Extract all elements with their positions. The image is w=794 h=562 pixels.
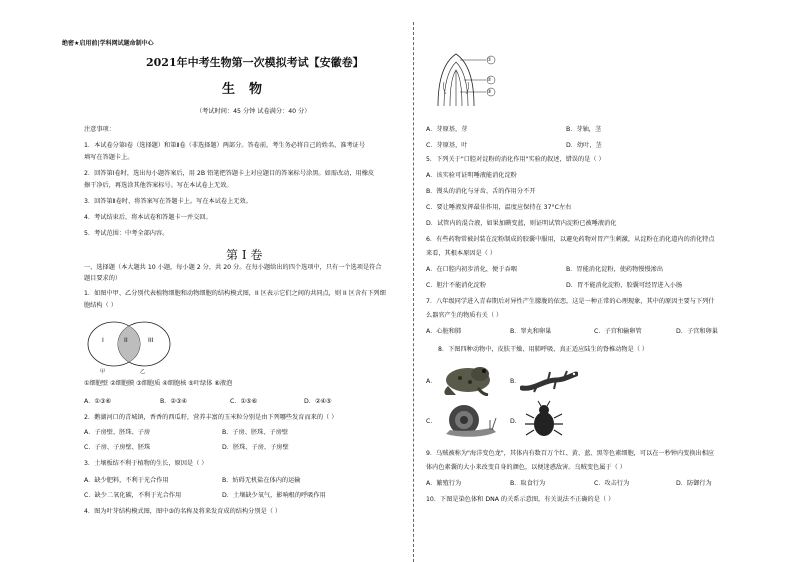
q7-option-b[interactable]: B．睾丸和卵巢	[510, 328, 552, 335]
q1-stem-b: 胞结构（ ）	[84, 302, 117, 309]
q9-stem-c: 体内色素囊的大小来改变自身的颜色，以便迷惑敌害。乌贼变色属于（ ）	[426, 464, 626, 471]
note-2a: 2．回答第Ⅰ卷时，选出每小题答案后，用 2B 铅笔把答题卡上对应题目的答案标号涂黑。如需改动，用橡皮	[84, 170, 375, 177]
bud-label-2: ②	[487, 77, 492, 83]
q4-stem: 4．图为叶芽结构模式图，图中③的名称及将来发育成的结构分别是（ ）	[84, 508, 282, 515]
q2-option-d[interactable]: D．胚珠、子房、子房壁	[222, 444, 289, 451]
note-5: 5．考试范围：中考全部内容。	[84, 230, 169, 237]
q5-option-d[interactable]: D．试管内的混合液，如果加碘变蓝，则证明试管内淀粉已被唾液消化	[426, 220, 617, 227]
column-divider	[413, 22, 414, 562]
venn-label-b: 乙	[140, 369, 146, 375]
exam-info: （考试时间：45 分钟 试卷满分：40 分）	[196, 108, 311, 115]
venn-label-left: I	[102, 337, 104, 344]
frog-image[interactable]	[440, 362, 496, 396]
section1-title: 第 I 卷	[226, 248, 263, 262]
q3-option-a[interactable]: A．缺少肥料，不利于光合作用	[84, 477, 169, 484]
q4-option-a[interactable]: A．芽原基，芽	[426, 126, 468, 133]
q6-stem-a: 6．有些药物常被封装在淀粉制成的胶囊中服用，以避免药物对胃产生刺激，从淀粉在消化道内的消化特点	[426, 236, 715, 243]
q3-option-c[interactable]: C．缺少二氧化碳，不利于光合作用	[84, 492, 182, 499]
q5-option-a[interactable]: A．该实验可证明唾液能消化淀粉	[426, 172, 517, 179]
q7-stem-a: 7．八年级同学进入青春期后对异性产生朦胧的依恋，这是一种正常的心理现象，其中的原因主要与下列什	[426, 298, 715, 305]
venn-label-right: III	[148, 337, 154, 344]
exam-title: 2021年中考生物第一次模拟考试【安徽卷】	[146, 56, 364, 69]
q6-option-a[interactable]: A．在口腔内初步消化，便于吞咽	[426, 266, 517, 273]
q7-option-d[interactable]: D．子宫和卵巢	[676, 328, 718, 335]
q3-option-b[interactable]: B．妨碍无机盐在体内的运输	[222, 477, 301, 484]
q6-option-b[interactable]: B．胃能消化淀粉，使药物慢慢渗出	[566, 266, 664, 273]
q5-option-b[interactable]: B．馒头的消化与牙齿、舌的作用分不开	[426, 188, 536, 195]
secret-mark: 绝密★启用前|学科网试题命制中心	[62, 40, 154, 47]
q3-stem: 3．土壤板结不利于植物的生长，原因是（ ）	[84, 460, 208, 467]
q9-option-c[interactable]: C．攻击行为	[594, 480, 630, 487]
q8-option-a[interactable]: A．	[426, 378, 437, 385]
q8-option-b[interactable]: B．	[510, 378, 521, 385]
q8-option-d[interactable]: D．	[510, 418, 521, 425]
q8-option-c[interactable]: C．	[426, 418, 437, 425]
q8-stem: 8．下图四种动物中，皮肤干燥、用肺呼吸、真正适应陆生的脊椎动物是（ ）	[438, 346, 649, 353]
q9-option-d[interactable]: D．防御行为	[676, 480, 712, 487]
q1-option-c[interactable]: C．①⑤⑥	[230, 398, 258, 405]
q9-option-a[interactable]: A．繁殖行为	[426, 480, 462, 487]
venn-label-a: 甲	[100, 369, 106, 375]
note-4: 4．考试结束后，将本试卷和答题卡一并交回。	[84, 214, 212, 221]
q7-option-a[interactable]: A．心脏和肺	[426, 328, 462, 335]
q6-stem-b: 来看，其根本原因是（ ）	[426, 250, 497, 257]
venn-label-mid: II	[124, 337, 128, 344]
q1-option-b[interactable]: B．②③④	[160, 398, 188, 405]
q6-option-c[interactable]: C．胆汁不能消化淀粉	[426, 282, 487, 289]
note-1a: 1．本试卷分第Ⅰ卷（选择题）和第Ⅱ卷（非选择题）两部分。答卷前，考生务必将自己的姓名、准考证号	[84, 142, 366, 149]
q1-items: ①细胞壁 ②细胞膜 ③细胞质 ④细胞核 ⑤叶绿体 ⑥液泡	[84, 380, 233, 387]
subject-title: 生物	[222, 82, 277, 97]
q4-option-d[interactable]: D．幼叶，茎	[566, 142, 602, 149]
q2-option-b[interactable]: B．子房、胚珠、子房壁	[222, 429, 289, 436]
q6-option-d[interactable]: D．胃不能消化淀粉，胶囊可经胃进入小肠	[566, 282, 683, 289]
q4-option-b[interactable]: B．芽轴，茎	[566, 126, 602, 133]
bud-label-1: ①	[487, 57, 492, 63]
q2-stem: 2．鹅湖河口的青城镇，香香的西瓜籽，营养丰富的玉米粒分别是由下列哪些发育而来的（ ）	[84, 414, 338, 421]
q1-stem-a: 1．如图中甲、乙分别代表植物细胞和动物细胞的结构模式图，II 区表示它们之间的共同点，则 II 区含有下列细	[84, 290, 386, 297]
beetle-image[interactable]	[524, 400, 564, 440]
q10-stem: 10．下图是染色体和 DNA 的关系示意图，有关说法不正确的是（ ）	[426, 496, 615, 503]
q1-option-a[interactable]: A．①③⑥	[84, 398, 112, 405]
bud-label-3: ③	[487, 89, 492, 95]
q9-stem-a: 9．乌贼被称为"海洋变色龙"，其体内有数百万个红、黄、蓝、黑等色素细胞，可以在一秒钟内变换出相应	[426, 450, 715, 457]
note-2b: 擦干净后，再选涂其他答案标号。写在本试卷上无效。	[84, 182, 233, 189]
snail-image[interactable]	[440, 400, 500, 440]
q5-stem: 5．下列关于"口腔对淀粉的消化作用"实验的叙述，错误的是（ ）	[426, 156, 605, 163]
venn-diagram	[84, 318, 174, 374]
section1-intro-a: 一、选择题（本大题共 10 小题，每小题 2 分，共 20 分。在每小题给出的四个选项中，只有一个选项是符合	[84, 264, 382, 271]
q2-option-c[interactable]: C．子房、子房壁、胚珠	[84, 444, 151, 451]
q7-option-c[interactable]: C．子宫和输卵管	[594, 328, 642, 335]
note-3: 3．回答第Ⅱ卷时，将答案写在答题卡上。写在本试卷上无效。	[84, 198, 252, 205]
q2-option-a[interactable]: A．子房壁、胚珠、子房	[84, 429, 151, 436]
q9-option-b[interactable]: B．取食行为	[510, 480, 546, 487]
q3-option-d[interactable]: D．土壤缺少氧气，影响根的呼吸作用	[222, 492, 326, 499]
notes-heading: 注意事项：	[84, 126, 115, 133]
q5-option-c[interactable]: C．要让唾液发挥最佳作用，温度应保持在 37°C左右	[426, 204, 572, 211]
q1-option-d[interactable]: D．②④⑤	[304, 398, 332, 405]
q7-stem-b: 么器官产生的物质有关（ ）	[426, 312, 503, 319]
section1-intro-b: 题目要求的）	[84, 275, 122, 282]
q4-option-c[interactable]: C．芽原基，叶	[426, 142, 468, 149]
note-1b: 填写在答题卡上。	[84, 154, 134, 161]
leaf-bud-figure	[432, 50, 504, 108]
lizard-image[interactable]	[520, 366, 578, 396]
